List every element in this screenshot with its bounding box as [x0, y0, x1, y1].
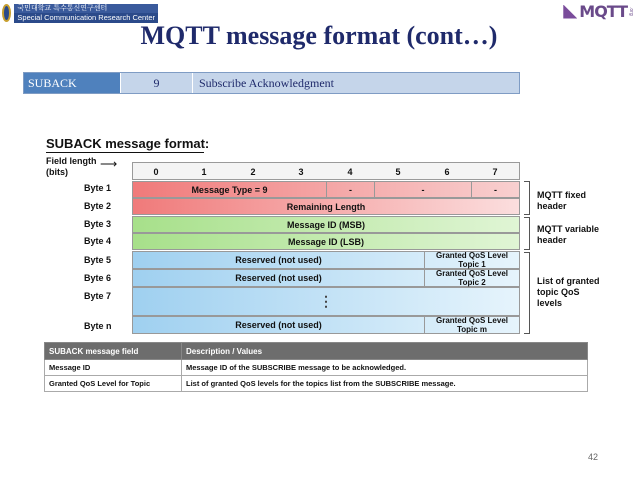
qos-topic1-line2: Topic 1: [458, 260, 486, 269]
variable-header-line2: header: [537, 235, 567, 245]
bit-6: 6: [444, 167, 450, 177]
remaining-length-row: Remaining Length: [132, 198, 520, 215]
field-length-line2: (bits): [46, 167, 68, 177]
mqtt-mark-icon: [563, 5, 577, 19]
table-row: [45, 376, 588, 392]
qos-topic2-cell: [425, 270, 519, 286]
mqtt-logo-sub: .org: [628, 7, 634, 16]
university-emblem-icon: [2, 4, 11, 22]
topic-list-brace: [524, 252, 530, 334]
retain-flag-cell: -: [494, 184, 497, 195]
bit-1: 1: [201, 167, 207, 177]
byte-label-n: Byte n: [84, 321, 112, 331]
variable-header-label: [537, 224, 599, 246]
table-row: [45, 360, 588, 376]
bit-0: 0: [153, 167, 159, 177]
message-id-msb-row: Message ID (MSB): [132, 216, 520, 233]
byte1-row: [132, 181, 520, 198]
table-cell-field: Granted QoS Level for Topic: [45, 376, 182, 392]
byte-label-1: Byte 1: [84, 183, 112, 193]
byte-label-6: Byte 6: [84, 273, 112, 283]
topic-list-line1: List of granted: [537, 276, 600, 286]
table-header-row: [45, 343, 588, 360]
topic-list-line2: topic QoS: [537, 287, 580, 297]
topic-list-line3: levels: [537, 298, 563, 308]
qos-flag-cell: -: [375, 182, 472, 197]
qos-topic2-line1: Granted QoS Level: [435, 269, 509, 278]
dup-flag-cell: -: [327, 182, 375, 197]
korean-org-name: 국민대학교 특수통신연구센터: [14, 4, 158, 13]
org-name: Special Communication Research Center: [14, 13, 158, 23]
qos-topicm-line1: Granted QoS Level: [435, 316, 509, 325]
qos-topic2-line2: Topic 2: [458, 278, 486, 287]
byte-label-4: Byte 4: [84, 236, 112, 246]
topic-list-label: [537, 276, 600, 309]
byte-label-5: Byte 5: [84, 255, 112, 265]
suback-name: SUBACK: [24, 73, 120, 93]
byte7-row: [132, 287, 520, 316]
mqtt-logo: [563, 2, 634, 21]
right-arrow-icon: ⟶: [100, 157, 118, 171]
byte6-row: [132, 269, 520, 287]
qos-topicm-cell: [425, 317, 519, 333]
qos-topic1-line1: Granted QoS Level: [435, 251, 509, 260]
variable-header-brace: [524, 217, 530, 250]
slide-title: MQTT message format (cont…): [140, 21, 498, 50]
slide-number: 42: [588, 452, 599, 462]
message-id-lsb-row: Message ID (LSB): [132, 233, 520, 250]
suback-fields-table: [44, 342, 588, 392]
byte-label-2: Byte 2: [84, 201, 112, 211]
bit-5: 5: [395, 167, 401, 177]
ellipsis-icon: ⋮: [319, 293, 333, 309]
bit-3: 3: [298, 167, 304, 177]
field-length-label: [46, 156, 97, 178]
table-cell-description: Message ID of the SUBSCRIBE message to be acknowledged.: [182, 360, 588, 376]
suback-summary-row: [23, 72, 520, 94]
diagram-title: SUBACK message format:: [46, 136, 210, 151]
byte5-row: [132, 251, 520, 269]
table-header-description: Description / Values: [182, 343, 588, 360]
field-length-line1: Field length: [46, 156, 97, 166]
byte-label-7: Byte 7: [84, 291, 112, 301]
mqtt-logo-text: MQTT: [579, 2, 627, 21]
qos-topicm-line2: Topic m: [456, 325, 488, 334]
qos-topic1-cell: [425, 252, 519, 268]
reserved-cell: Reserved (not used): [133, 317, 425, 333]
byte-label-3: Byte 3: [84, 219, 112, 229]
fixed-header-brace: [524, 181, 530, 215]
bit-7: 7: [492, 167, 498, 177]
table-header-field: SUBACK message field: [45, 343, 182, 360]
bit-2: 2: [250, 167, 256, 177]
reserved-cell: Reserved (not used): [133, 270, 425, 286]
bit-header-bar: [132, 162, 520, 180]
reserved-cell: Reserved (not used): [133, 252, 425, 268]
university-logo: [2, 3, 158, 23]
bit-4: 4: [347, 167, 353, 177]
message-type-cell: Message Type = 9: [133, 182, 327, 197]
table-cell-description: List of granted QoS levels for the topics list from the SUBSCRIBE message.: [182, 376, 588, 392]
suback-value: 9: [120, 73, 192, 93]
fixed-header-label: [537, 190, 586, 212]
fixed-header-line2: header: [537, 201, 567, 211]
fixed-header-line1: MQTT fixed: [537, 190, 586, 200]
variable-header-line1: MQTT variable: [537, 224, 600, 234]
suback-description: Subscribe Acknowledgment: [192, 73, 519, 93]
table-cell-field: Message ID: [45, 360, 182, 376]
byten-row: [132, 316, 520, 334]
